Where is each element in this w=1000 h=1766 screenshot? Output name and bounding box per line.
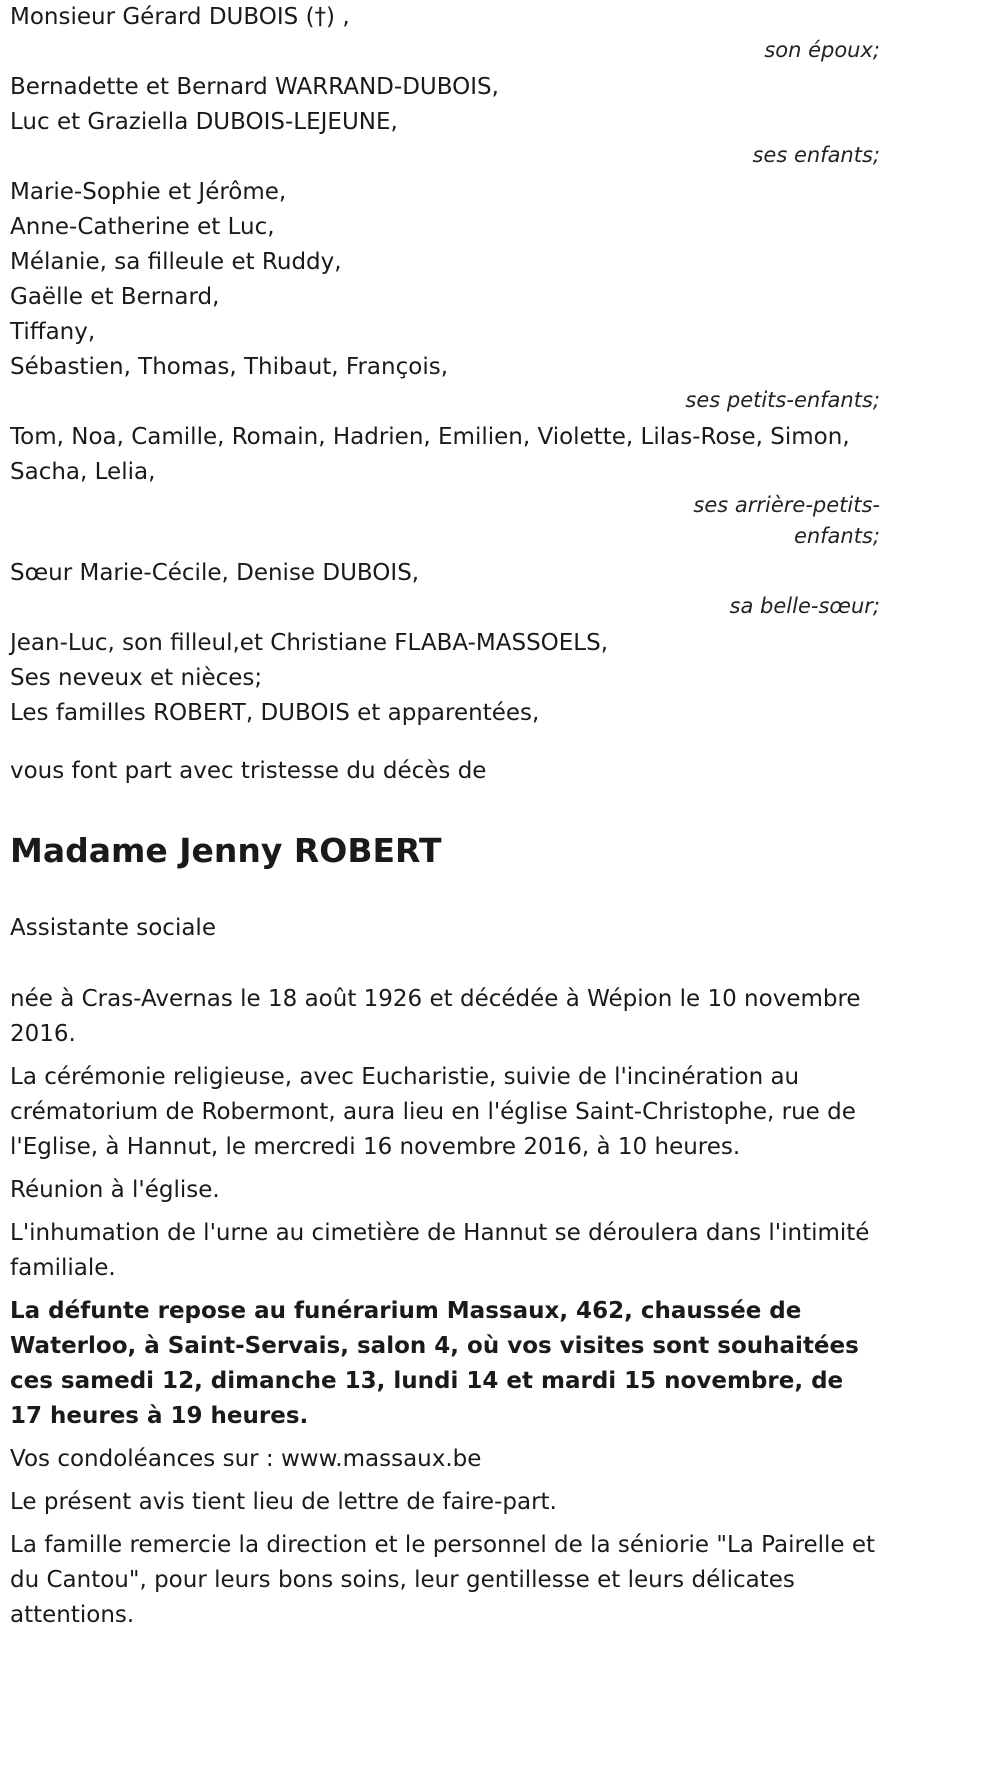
details-section: [10, 982, 880, 1633]
reunion-text: Réunion à l'église.: [10, 1177, 220, 1203]
relation-label: ses arrière-petits-: [693, 493, 880, 517]
family-line: Sacha, Lelia,: [10, 459, 156, 485]
condolences-text: Vos condoléances sur : www.massaux.be: [10, 1446, 482, 1472]
family-line: Sébastien, Thomas, Thibaut, François,: [10, 354, 448, 380]
family-line: Monsieur Gérard DUBOIS (†) ,: [10, 4, 350, 30]
inhumation-text: L'inhumation de l'urne au cimetière de Hannut se déroulera dans l'intimité familiale.: [10, 1220, 870, 1281]
family-line: Gaëlle et Bernard,: [10, 284, 220, 310]
family-line: Anne-Catherine et Luc,: [10, 214, 275, 240]
family-line: Tiffany,: [10, 319, 96, 345]
relation-label: sa belle-sœur;: [729, 594, 880, 618]
relation-label: enfants;: [793, 524, 880, 548]
family-group-children: [10, 70, 880, 171]
family-line: Ses neveux et nièces;: [10, 665, 263, 691]
family-line: Marie-Sophie et Jérôme,: [10, 179, 287, 205]
announcement-intro: vous font part avec tristesse du décès de: [10, 758, 487, 784]
family-line: Tom, Noa, Camille, Romain, Hadrien, Emilien, Violette, Lilas-Rose, Simon,: [10, 424, 850, 450]
family-line: Luc et Graziella DUBOIS-LEJEUNE,: [10, 109, 398, 135]
family-group-sister-in-law: [10, 556, 880, 622]
ceremony-text: La cérémonie religieuse, avec Eucharistie, suivie de l'incinération au crématorium de Robermont, aura lieu en l'église Saint-Christophe, rue de l'Eglise, à Hannut, le mercredi 16 novembre 2016, à 10 heures.: [10, 1064, 856, 1160]
funerarium-text: La défunte repose au funérarium Massaux, 462, chaussée de Waterloo, à Saint-Servais, salon 4, où vos visites sont souhaitées ces samedi 12, dimanche 13, lundi 14 et mardi 15 novembre, de 17 heures à 19 heures.: [10, 1298, 859, 1429]
family-line: Sœur Marie-Cécile, Denise DUBOIS,: [10, 560, 420, 586]
family-line: Jean-Luc, son filleul,et Christiane FLABA-MASSOELS,: [10, 630, 609, 656]
family-group-great-grandchildren: [10, 420, 880, 552]
family-line: Bernadette et Bernard WARRAND-DUBOIS,: [10, 74, 499, 100]
relation-label: son époux;: [764, 38, 880, 62]
deceased-profession: Assistante sociale: [10, 915, 216, 941]
obituary-content: [10, 0, 880, 1633]
notice-text: Le présent avis tient lieu de lettre de faire-part.: [10, 1489, 557, 1515]
family-group-spouse: [10, 0, 880, 66]
relation-label: ses petits-enfants;: [685, 388, 880, 412]
relation-label: ses enfants;: [752, 143, 880, 167]
deceased-name: Madame Jenny ROBERT: [10, 831, 442, 870]
family-line: Mélanie, sa filleule et Ruddy,: [10, 249, 342, 275]
birth-death-text: née à Cras-Avernas le 18 août 1926 et décédée à Wépion le 10 novembre 2016.: [10, 986, 861, 1047]
thanks-text: La famille remercie la direction et le personnel de la séniorie "La Pairelle et du Cantou", pour leurs bons soins, leur gentillesse et leurs délicates attentions.: [10, 1532, 876, 1628]
family-group-grandchildren: [10, 175, 880, 416]
family-line: Les familles ROBERT, DUBOIS et apparentées,: [10, 700, 540, 726]
family-group-others: [10, 626, 880, 731]
